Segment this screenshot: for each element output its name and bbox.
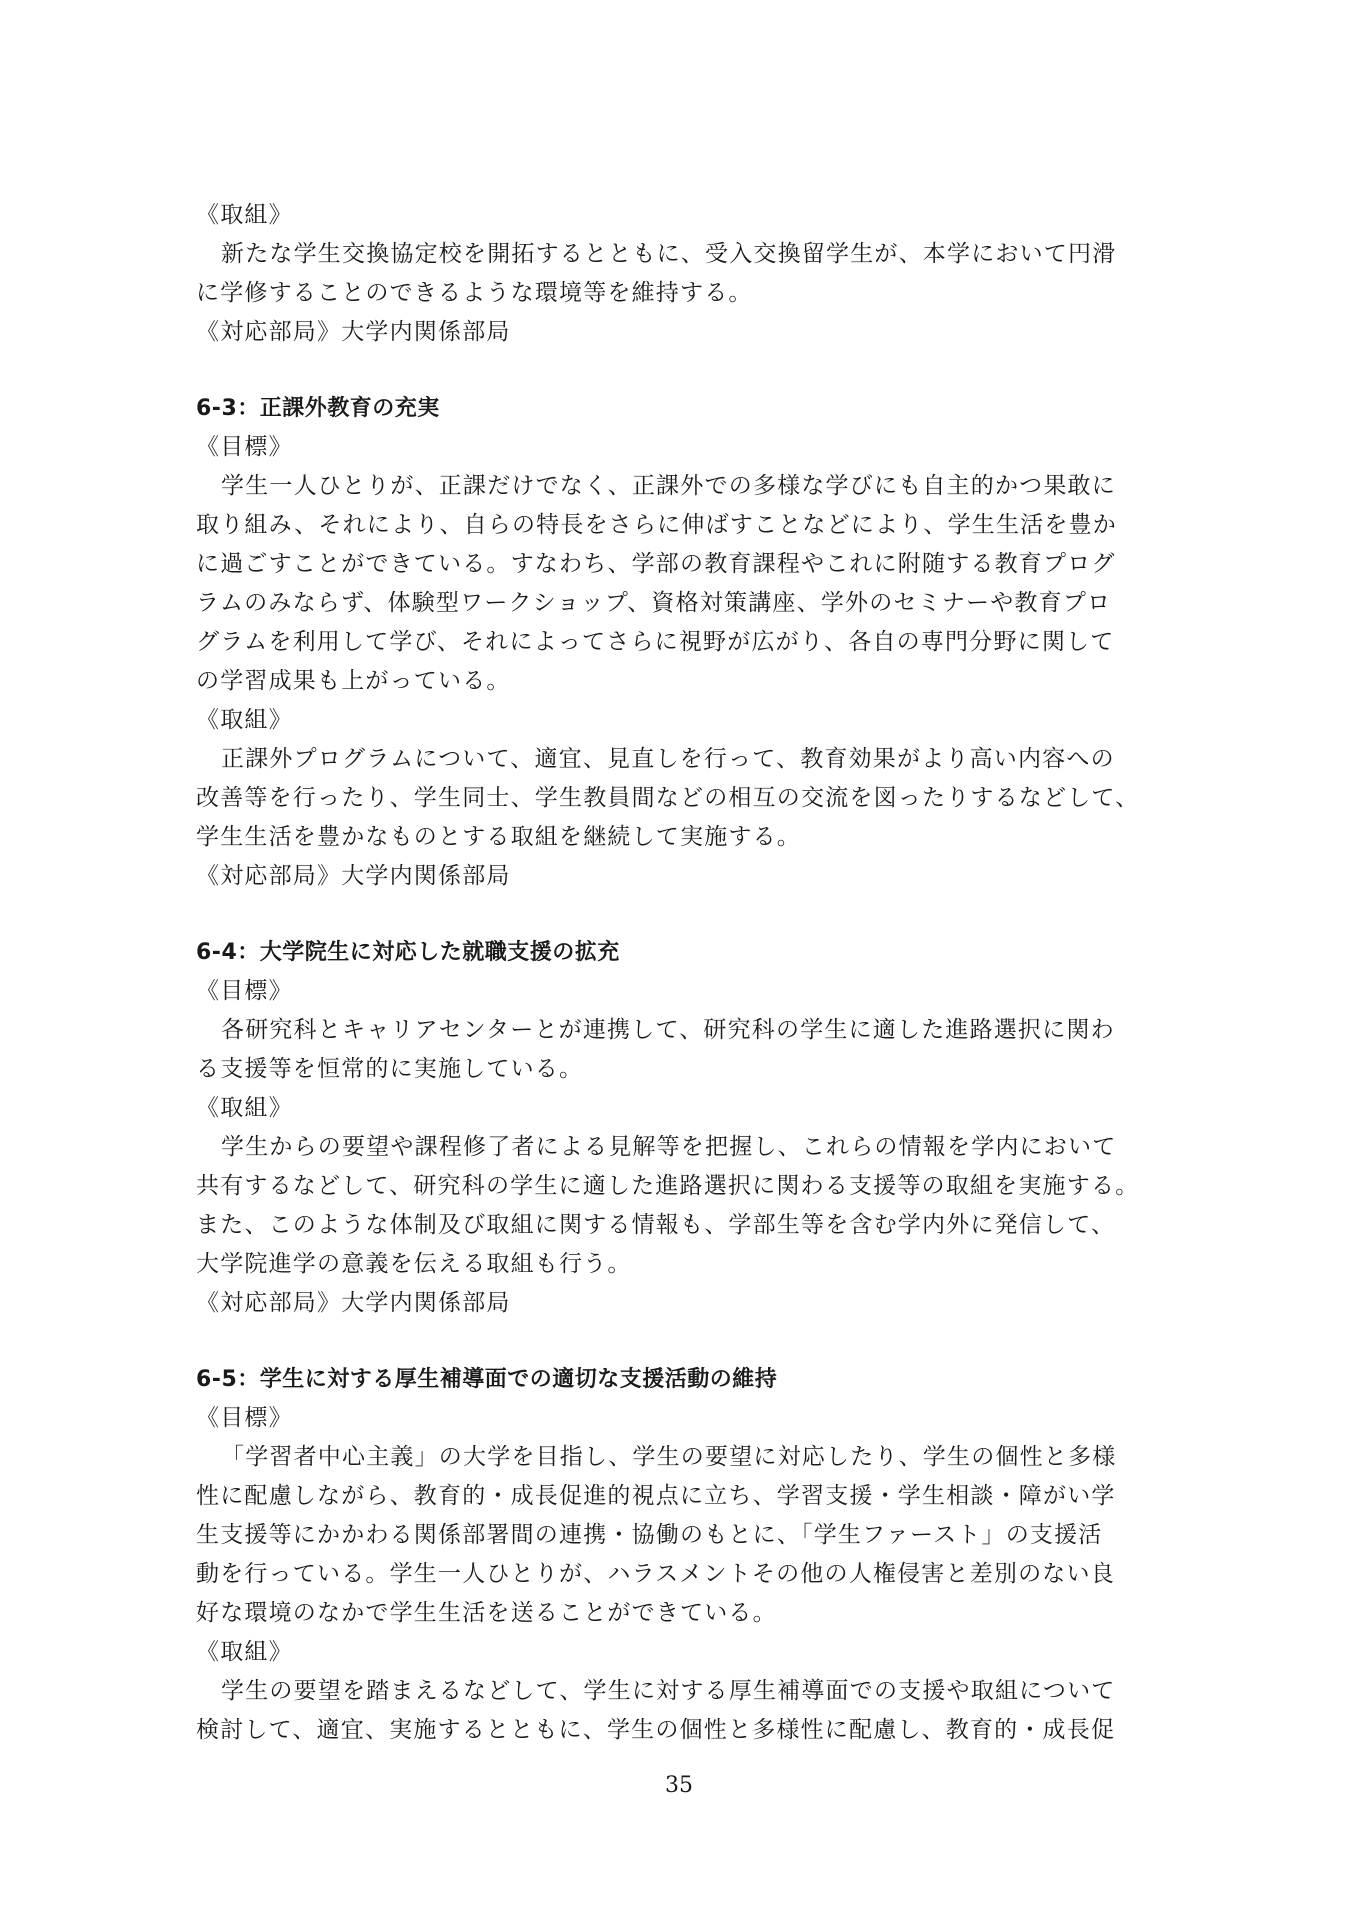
paragraph-line: 生支援等にかかわる関係部署間の連携・協働のもとに、「学生ファースト」の支援活 [196, 1522, 1103, 1548]
torikumi-label: 《取組》 [196, 707, 293, 733]
paragraph-line: に学修することのできるような環境等を維持する。 [196, 280, 753, 306]
paragraph-line: ラムのみならず、体験型ワークショップ、資格対策講座、学外のセミナーや教育プロ [196, 590, 1112, 616]
section-gap [196, 896, 1176, 933]
section-heading-6-5: 6-5：学生に対する厚生補導面での適切な支援活動の維持 [196, 1367, 778, 1392]
paragraph-line: 検討して、適宜、実施するとともに、学生の個性と多様性に配慮し、教育的・成長促 [196, 1717, 1116, 1743]
bukyoku-label: 《対応部局》大学内関係部局 [196, 319, 511, 345]
section-gap [196, 352, 1176, 389]
paragraph-line: の学習成果も上がっている。 [196, 668, 511, 694]
paragraph-line: 正課外プログラムについて、適宜、見直しを行って、教育効果がより高い内容への [221, 746, 1115, 772]
section-heading-6-3: 6-3：正課外教育の充実 [196, 396, 440, 421]
paragraph-line: 学生生活を豊かなものとする取組を継続して実施する。 [196, 824, 801, 850]
paragraph-line: 大学院進学の意義を伝える取組も行う。 [196, 1251, 632, 1277]
paragraph-line: 共有するなどして、研究科の学生に適した進路選択に関わる支援等の取組を実施する。 [196, 1173, 1140, 1199]
paragraph-line: る支援等を恒常的に実施している。 [196, 1056, 584, 1082]
paragraph-line: 学生からの要望や課程修了者による見解等を把握し、これらの情報を学内において [221, 1134, 1117, 1160]
paragraph-line: 好な環境のなかで学生生活を送ることができている。 [196, 1600, 777, 1626]
bukyoku-label: 《対応部局》大学内関係部局 [196, 1290, 511, 1316]
section-heading-6-4: 6-4：大学院生に対応した就職支援の拡充 [196, 940, 620, 965]
paragraph-line: 性に配慮しながら、教育的・成長促進的視点に立ち、学習支援・学生相談・障がい学 [196, 1483, 1116, 1509]
paragraph-line: また、このような体制及び取組に関する情報も、学部生等を含む学内外に発信して、 [196, 1212, 1116, 1238]
document-body [196, 196, 1176, 1750]
paragraph-line: 学生の要望を踏まえるなどして、学生に対する厚生補導面での支援や取組について [221, 1678, 1116, 1704]
mokuhyo-label: 《目標》 [196, 978, 293, 1004]
mokuhyo-label: 《目標》 [196, 1405, 293, 1431]
torikumi-label: 《取組》 [196, 1639, 293, 1665]
section-gap [196, 1323, 1176, 1360]
paragraph-line: 改善等を行ったり、学生同士、学生教員間などの相互の交流を図ったりするなどして、 [196, 785, 1140, 811]
paragraph-line: 各研究科とキャリアセンターとが連携して、研究科の学生に適した進路選択に関わ [221, 1017, 1115, 1043]
paragraph-line: 新たな学生交換協定校を開拓するとともに、受入交換留学生が、本学において円滑 [221, 241, 1117, 267]
torikumi-label: 《取組》 [196, 202, 293, 228]
paragraph-line: に過ごすことができている。すなわち、学部の教育課程やこれに附随する教育プログ [196, 551, 1116, 577]
paragraph-line: 学生一人ひとりが、正課だけでなく、正課外での多様な学びにも自主的かつ果敢に [221, 473, 1116, 499]
paragraph-line: グラムを利用して学び、それによってさらに視野が広がり、各自の専門分野に関して [196, 629, 1115, 655]
paragraph-line: 「学習者中心主義」の大学を目指し、学生の要望に対応したり、学生の個性と多様 [221, 1444, 1117, 1470]
paragraph-line: 取り組み、それにより、自らの特長をさらに伸ばすことなどにより、学生生活を豊か [196, 512, 1117, 538]
torikumi-label: 《取組》 [196, 1095, 293, 1121]
bukyoku-label: 《対応部局》大学内関係部局 [196, 863, 511, 889]
page-number: 35 [665, 1773, 693, 1798]
paragraph-line: 動を行っている。学生一人ひとりが、ハラスメントその他の人権侵害と差別のない良 [196, 1561, 1115, 1587]
mokuhyo-label: 《目標》 [196, 434, 293, 460]
